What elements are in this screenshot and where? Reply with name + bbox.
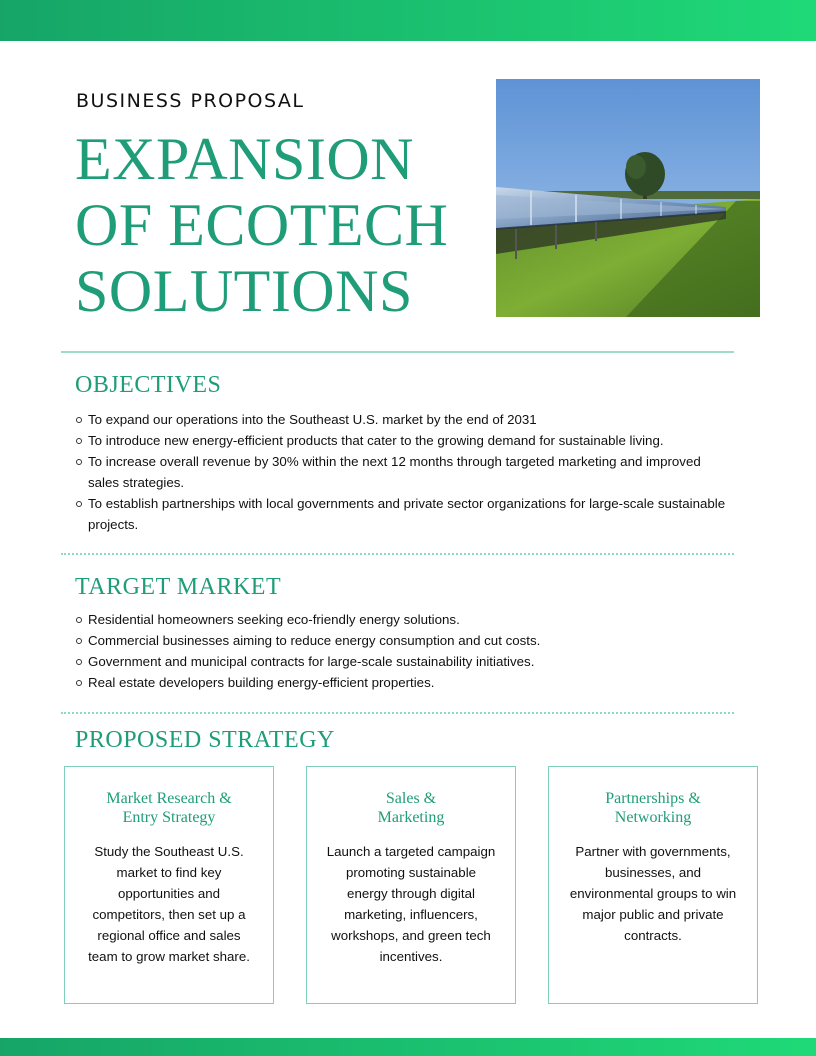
list-item (75, 672, 735, 693)
bullet-icon (76, 659, 82, 665)
document-eyebrow: BUSINESS PROPOSAL (76, 90, 305, 112)
list-item-text: To increase overall revenue by 30% within the next 12 months through targeted marketing and improved sales strategies. (88, 454, 701, 490)
list-item (75, 630, 735, 651)
proposed-strategy-heading: PROPOSED STRATEGY (75, 727, 335, 753)
strategy-card-partnerships (548, 766, 758, 1004)
list-item-text: To expand our operations into the Southeast U.S. market by the end of 2031 (88, 412, 537, 427)
card-title (307, 789, 515, 827)
list-item (75, 609, 735, 630)
strategy-card-market-research (64, 766, 274, 1004)
card-title-line: Marketing (377, 809, 445, 826)
strategy-card-sales-marketing (306, 766, 516, 1004)
list-item (75, 493, 735, 535)
bullet-icon (76, 501, 82, 507)
bottom-gradient-band (0, 1038, 816, 1056)
list-item (75, 409, 735, 430)
card-body: Study the Southeast U.S. market to find key opportunities and competitors, then set up a regional office and sales team to grow market share. (88, 844, 250, 964)
card-title (549, 789, 757, 827)
list-item (75, 451, 735, 493)
header-divider (61, 351, 734, 353)
card-title-line: Entry Strategy (122, 809, 216, 826)
card-title-line: Market Research & (106, 790, 232, 807)
title-line-1: EXPANSION (75, 126, 415, 192)
list-item-text: To introduce new energy-efficient products that cater to the growing demand for sustainable living. (88, 433, 664, 448)
bullet-icon (76, 638, 82, 644)
bullet-icon (76, 459, 82, 465)
card-body: Launch a targeted campaign promoting sustainable energy through digital marketing, influencers, workshops, and green tech incentives. (326, 844, 496, 964)
title-line-3: SOLUTIONS (75, 258, 413, 324)
solar-panel-field-photo (496, 79, 760, 317)
card-body: Partner with governments, businesses, and environmental groups to win major public and private contracts. (569, 844, 737, 943)
card-title-line: Partnerships & (605, 790, 701, 807)
bullet-icon (76, 438, 82, 444)
top-gradient-band (0, 0, 816, 41)
bullet-icon (76, 680, 82, 686)
target-market-heading: TARGET MARKET (75, 574, 282, 600)
bullet-icon (76, 617, 82, 623)
objectives-list (75, 409, 735, 535)
list-item (75, 430, 735, 451)
title-line-2: OF ECOTECH (75, 192, 449, 258)
list-item-text: Commercial businesses aiming to reduce energy consumption and cut costs. (88, 633, 541, 648)
card-title-line: Sales & (385, 790, 437, 807)
bullet-icon (76, 417, 82, 423)
page-title (75, 126, 475, 324)
card-title-line: Networking (614, 809, 692, 826)
objectives-heading: OBJECTIVES (75, 372, 222, 398)
list-item-text: To establish partnerships with local governments and private sector organizations for large-scale sustainable projects. (88, 496, 726, 532)
list-item-text: Real estate developers building energy-efficient properties. (88, 675, 435, 690)
section-divider (61, 553, 734, 555)
list-item-text: Government and municipal contracts for large-scale sustainability initiatives. (88, 654, 535, 669)
section-divider (61, 712, 734, 714)
target-market-list (75, 609, 735, 693)
list-item-text: Residential homeowners seeking eco-friendly energy solutions. (88, 612, 460, 627)
card-title (65, 789, 273, 827)
list-item (75, 651, 735, 672)
